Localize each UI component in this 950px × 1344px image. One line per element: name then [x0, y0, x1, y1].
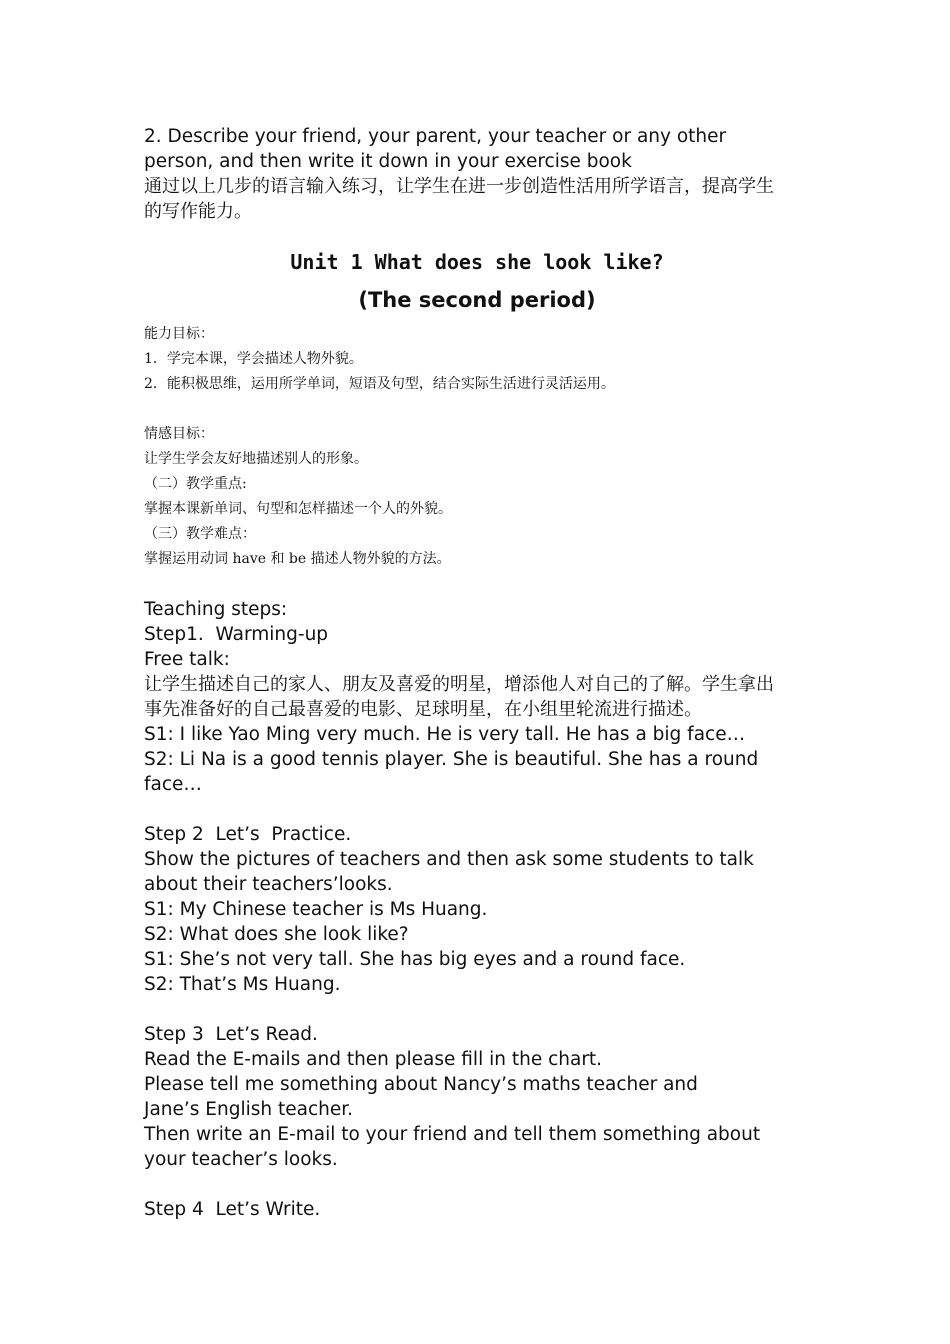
key-point-item: 掌握本课新单词、句型和怎样描述一个人的外貌。	[144, 501, 452, 517]
spacer	[144, 572, 810, 597]
unit-title: Unit 1 What does she look like?	[290, 250, 664, 274]
step-text: Then write an E-mail to your friend and tell them something about	[144, 1124, 761, 1145]
difficult-point-label: （三）教学难点：	[144, 526, 256, 542]
key-point-label: （二）教学重点:	[144, 476, 247, 492]
ability-item: 1．学完本课，学会描述人物外貌。	[144, 351, 363, 367]
spacer	[144, 397, 810, 422]
chinese-paragraph-line: 的写作能力。	[144, 201, 252, 222]
spacer	[144, 1172, 810, 1197]
spacer	[144, 797, 810, 822]
emotion-item: 让学生学会友好地描述别人的形象。	[144, 451, 368, 467]
step-text: Show the pictures of teachers and then ask some students to talk	[144, 849, 754, 870]
dialogue-line: S1: I like Yao Ming very much. He is very tall. He has a big face…	[144, 724, 746, 745]
step-text: Please tell me something about Nancy’s maths teacher and	[144, 1074, 698, 1095]
step-text: Jane’s English teacher.	[144, 1099, 354, 1120]
step-title: Step 4 Let’s Write.	[144, 1199, 321, 1220]
step-text: Read the E-mails and then please fill in the chart.	[144, 1049, 603, 1070]
objectives-section	[144, 322, 810, 572]
dialogue-line: S2: What does she look like?	[144, 924, 409, 945]
ability-item: 2．能积极思维，运用所学单词，短语及句型，结合实际生活进行灵活运用。	[144, 376, 615, 392]
task-line: person, and then write it down in your exercise book	[144, 151, 632, 172]
dialogue-line: S2: That’s Ms Huang.	[144, 974, 341, 995]
teaching-steps-heading: Teaching steps:	[144, 599, 288, 620]
dialogue-line: S2: Li Na is a good tennis player. She is beautiful. She has a round	[144, 749, 759, 770]
period-subtitle: (The second period)	[358, 288, 596, 312]
step-title: Step 2 Let’s Practice.	[144, 824, 352, 845]
ability-label: 能力目标：	[144, 326, 214, 342]
step-text: Free talk:	[144, 649, 230, 670]
chinese-paragraph-line: 事先准备好的自己最喜爱的电影、足球明星，在小组里轮流进行描述。	[144, 699, 702, 720]
emotion-label: 情感目标：	[144, 426, 214, 442]
chinese-paragraph-line: 通过以上几步的语言输入练习，让学生在进一步创造性活用所学语言，提高学生	[144, 176, 774, 197]
teaching-steps-section	[144, 597, 810, 1222]
difficult-point-item: 掌握运用动词 have 和 be 描述人物外貌的方法。	[144, 551, 451, 567]
step-title: Step1. Warming-up	[144, 624, 329, 645]
dialogue-line: face…	[144, 774, 202, 795]
intro-section	[144, 124, 810, 224]
dialogue-line: S1: My Chinese teacher is Ms Huang.	[144, 899, 488, 920]
task-line: 2. Describe your friend, your parent, your teacher or any other	[144, 126, 727, 147]
step-title: Step 3 Let’s Read.	[144, 1024, 318, 1045]
chinese-paragraph-line: 让学生描述自己的家人、朋友及喜爱的明星，增添他人对自己的了解。学生拿出	[144, 674, 774, 695]
spacer	[144, 997, 810, 1022]
step-text: about their teachers’looks.	[144, 874, 393, 895]
dialogue-line: S1: She’s not very tall. She has big eyes and a round face.	[144, 949, 686, 970]
step-text: your teacher’s looks.	[144, 1149, 338, 1170]
